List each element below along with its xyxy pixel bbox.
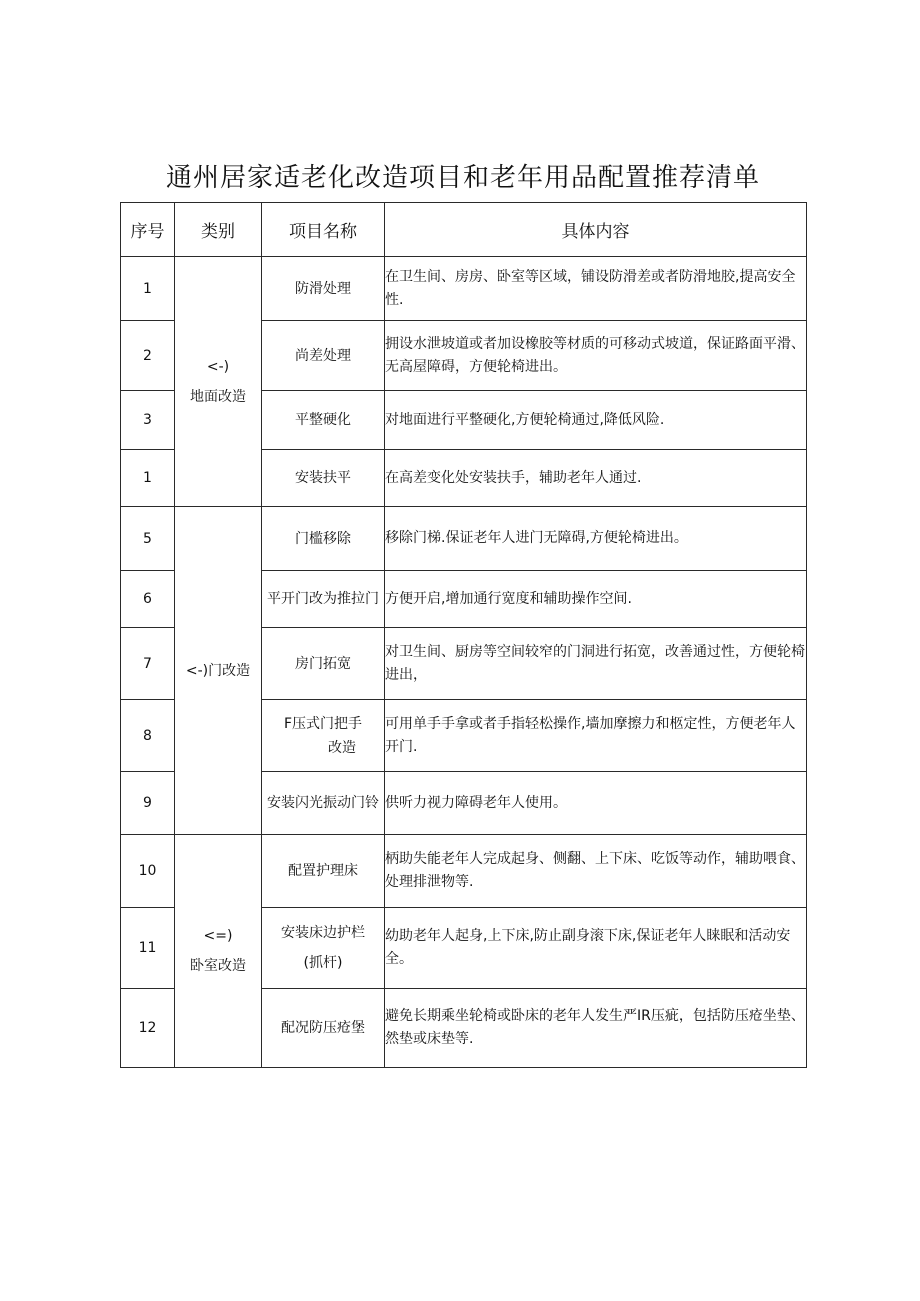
item-content: 幼助老年人起身,上下床,防止副身滚下床,保证老年人睐眠和活动安全。	[385, 908, 807, 989]
item-name-line2: 改造	[327, 739, 356, 756]
recommendation-table	[120, 202, 807, 1068]
category-bedroom-index: <=)	[203, 928, 233, 944]
category-door	[175, 507, 262, 835]
item-content: 移除门梯.保证老年人进门无障碍,方便轮椅进出。	[385, 507, 807, 571]
row-number: 11	[121, 908, 175, 989]
document-title: 通州居家适老化改造项目和老年用品配置推荐清单	[165, 163, 760, 193]
row-number: 1	[121, 450, 175, 507]
item-name-line2: (抓杆)	[303, 955, 343, 971]
table-row	[121, 835, 807, 908]
row-number: 10	[121, 835, 175, 908]
item-content: 避免长期乘坐轮椅或卧床的老年人发生严IR压疵，包括防压疮坐垫、然垫或床垫等.	[385, 989, 807, 1068]
row-number: 3	[121, 391, 175, 450]
item-content: 对卫生间、厨房等空间较窄的门洞进行拓宽，改善通过性，方便轮椅进出，	[385, 628, 807, 700]
item-name: 防滑处理	[262, 257, 385, 321]
row-number: 6	[121, 571, 175, 628]
item-name: 配况防压疮堡	[262, 989, 385, 1068]
item-name: 门槛移除	[262, 507, 385, 571]
item-name: 房门拓宽	[262, 628, 385, 700]
category-door-label: <-)门改造	[185, 662, 251, 679]
header-item: 项目名称	[262, 203, 385, 257]
category-bedroom	[175, 835, 262, 1068]
table-row	[121, 507, 807, 571]
item-name: 尚差处理	[262, 321, 385, 391]
item-name-line1: F压式门把手	[283, 715, 363, 732]
item-content: 方便开启,增加通行宽度和辅助操作空间.	[385, 571, 807, 628]
table-header-row	[121, 203, 807, 257]
row-number: 9	[121, 772, 175, 835]
item-name	[262, 908, 385, 989]
row-number: 5	[121, 507, 175, 571]
category-bedroom-label: 卧室改造	[190, 958, 246, 974]
item-name: 平整硬化	[262, 391, 385, 450]
category-ground	[175, 257, 262, 507]
row-number: 7	[121, 628, 175, 700]
row-number: 8	[121, 700, 175, 772]
item-name-line1: 安装床边护栏	[281, 925, 365, 941]
item-content: 可用单手手拿或者手指轻松操作,墙加摩擦力和柩定性，方便老年人开门.	[385, 700, 807, 772]
item-name	[262, 700, 385, 772]
item-name: 平开门改为推拉门	[262, 571, 385, 628]
row-number: 2	[121, 321, 175, 391]
item-content: 柄助失能老年人完成起身、侧翻、上下床、吃饭等动作，辅助喂食、处理排泄物等.	[385, 835, 807, 908]
header-content: 具体内容	[385, 203, 807, 257]
row-number: 12	[121, 989, 175, 1068]
item-name: 安装闪光振动门铃	[262, 772, 385, 835]
item-content: 对地面进行平整硬化,方便轮椅通过,降低风险.	[385, 391, 807, 450]
item-content: 在高差变化处安装扶手，辅助老年人通过.	[385, 450, 807, 507]
row-number: 1	[121, 257, 175, 321]
header-category: 类别	[175, 203, 262, 257]
item-name: 配置护理床	[262, 835, 385, 908]
category-ground-index: <-)	[206, 358, 230, 375]
header-no: 序号	[121, 203, 175, 257]
category-ground-label: 地面改造	[190, 388, 246, 405]
item-content: 供听力视力障碍老年人使用。	[385, 772, 807, 835]
item-name: 安装扶平	[262, 450, 385, 507]
table-row	[121, 257, 807, 321]
item-content: 拥设水泄坡道或者加设橡胶等材质的可移动式坡道，保证路面平滑、无高屋障碍，方便轮椅进出。	[385, 321, 807, 391]
item-content: 在卫生间、房房、卧室等区域，铺设防滑差或者防滑地胶,提高安全性.	[385, 257, 807, 321]
